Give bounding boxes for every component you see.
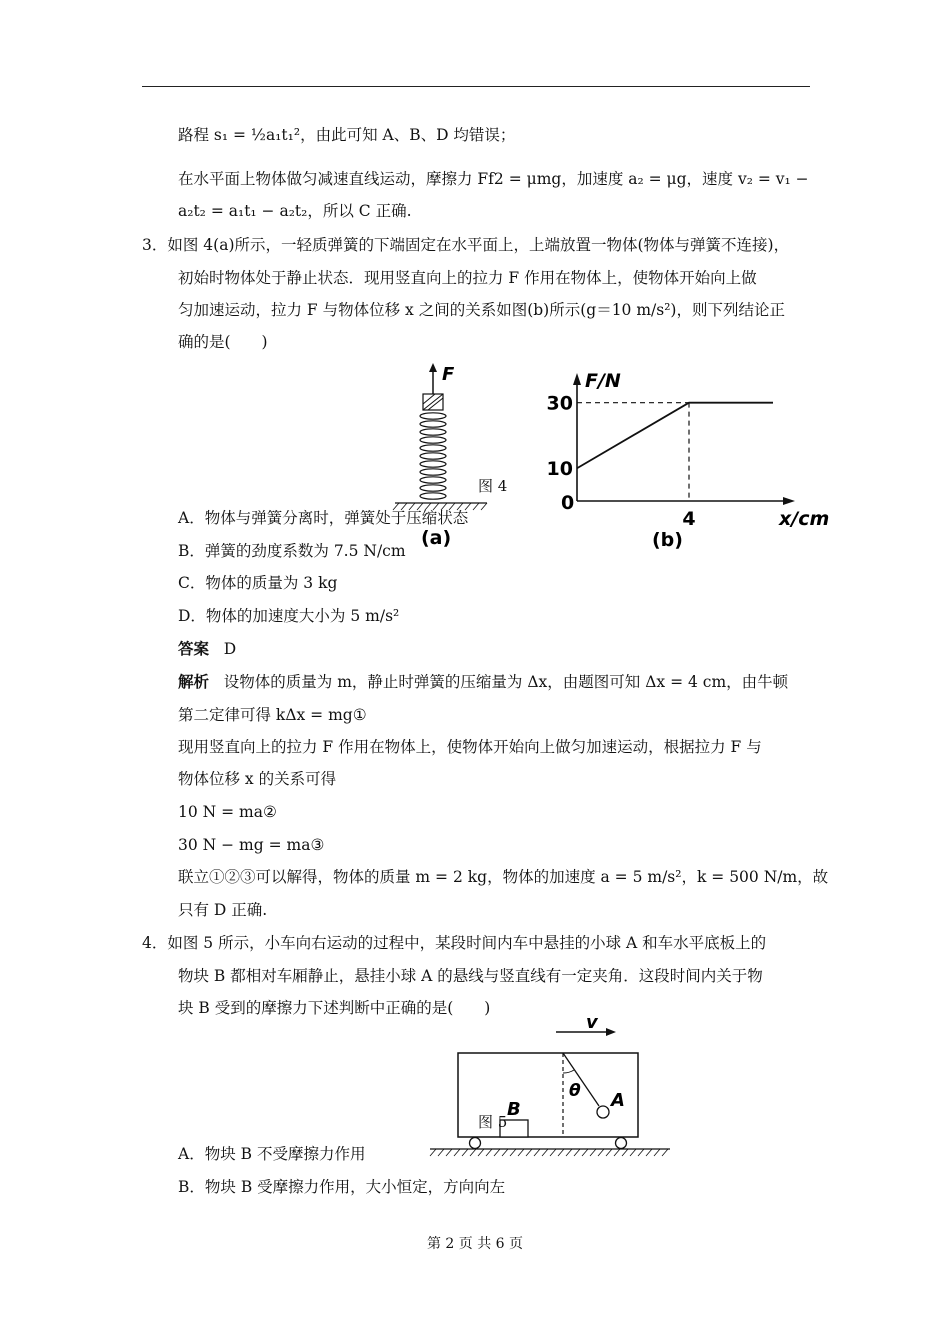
q4-stem-3: 块 B 受到的摩擦力下述判断中正确的是( ) (178, 999, 491, 1017)
prev-solution-line-2: 在水平面上物体做匀减速直线运动，摩擦力 Ff2 = μmg，加速度 a₂ = μg，速度 v₂ = v₁ − (178, 170, 809, 188)
figure-4-caption: 图 4 (478, 477, 508, 495)
q3-analysis-7: 联立①②③可以解得，物体的质量 m = 2 kg，物体的加速度 a = 5 m/s²，k = 500 N/m，故 (178, 868, 829, 886)
y-axis-arrow (573, 373, 581, 385)
header-rule (142, 86, 810, 87)
q4-option-a: A．物块 B 不受摩擦力作用 (178, 1145, 366, 1163)
q3-option-a: A．物体与弹簧分离时，弹簧处于压缩状态 (178, 509, 469, 527)
figure-4b-label: (b) (652, 529, 683, 551)
figure-4b-chart (535, 362, 830, 552)
analysis-text-0: 设物体的质量为 m，静止时弹簧的压缩量为 Δx，由题图可知 Δx = 4 cm，由牛顿 (223, 673, 789, 691)
analysis-label: 解析 (178, 672, 210, 691)
prev-solution-line-1: 路程 s₁ = ½a₁t₁²，由此可知 A、B、D 均错误； (178, 126, 516, 144)
origin-label: 0 (561, 492, 575, 514)
force-label: F (442, 364, 455, 385)
q4-stem-1: 4．如图 5 所示，小车向右运动的过程中，某段时间内车中悬挂的小球 A 和车水平底板上的 (142, 934, 767, 952)
q3-stem-4: 确的是( ) (178, 333, 268, 351)
x-axis-label: x/cm (779, 508, 830, 530)
q3-analysis-1 (178, 672, 788, 692)
page-footer: 第 2 页 共 6 页 (426, 1236, 524, 1252)
figure-4a-label: (a) (421, 527, 452, 549)
q3-option-c: C．物体的质量为 3 kg (178, 574, 338, 592)
answer-label: 答案 (178, 639, 210, 658)
figure-5-cart (428, 1012, 678, 1160)
figure-5-caption: 图 5 (478, 1113, 508, 1131)
answer-value: D (223, 640, 237, 658)
q3-option-b: B．弹簧的劲度系数为 7.5 N/cm (178, 542, 406, 560)
series-line-0 (577, 403, 773, 469)
q3-stem-3: 匀加速运动，拉力 F 与物体位移 x 之间的关系如图(b)所示(g＝10 m/s²)，则下列结论正 (178, 301, 785, 319)
q3-option-d: D．物体的加速度大小为 5 m/s² (178, 607, 400, 625)
q3-analysis-2: 第二定律可得 kΔx = mg① (178, 706, 367, 724)
q3-stem-1: 3．如图 4(a)所示，一轻质弹簧的下端固定在水平面上，上端放置一物体(物体与弹簧不连接)， (142, 236, 790, 254)
q3-stem-2: 初始时物体处于静止状态．现用竖直向上的拉力 F 作用在物体上，使物体开始向上做 (178, 269, 757, 287)
angle-label: θ (569, 1081, 581, 1101)
q4-option-b: B．物块 B 受摩擦力作用，大小恒定，方向向左 (178, 1178, 506, 1196)
prev-solution-line-3: a₂t₂ = a₁t₁ − a₂t₂，所以 C 正确. (178, 202, 412, 220)
q3-analysis-6: 30 N − mg = ma③ (178, 836, 325, 854)
q3-analysis-4: 物体位移 x 的关系可得 (178, 770, 337, 788)
y-tick-10: 10 (546, 458, 573, 481)
q3-analysis-8: 只有 D 正确. (178, 901, 268, 919)
velocity-label: v (586, 1012, 598, 1033)
q3-answer (178, 639, 236, 659)
q3-analysis-5: 10 N = ma② (178, 803, 277, 821)
y-axis-label: F/N (585, 370, 621, 392)
q3-analysis-3: 现用竖直向上的拉力 F 作用在物体上，使物体开始向上做匀加速运动，根据拉力 F 与 (178, 738, 762, 756)
x-axis-arrow (783, 497, 795, 505)
ball-label: A (611, 1090, 625, 1111)
y-tick-30: 30 (546, 392, 573, 415)
q4-stem-2: 物块 B 都相对车厢静止，悬挂小球 A 的悬线与竖直线有一定夹角．这段时间内关于物 (178, 967, 763, 985)
block-label: B (507, 1099, 521, 1120)
x-tick-4: 4 (682, 508, 696, 530)
